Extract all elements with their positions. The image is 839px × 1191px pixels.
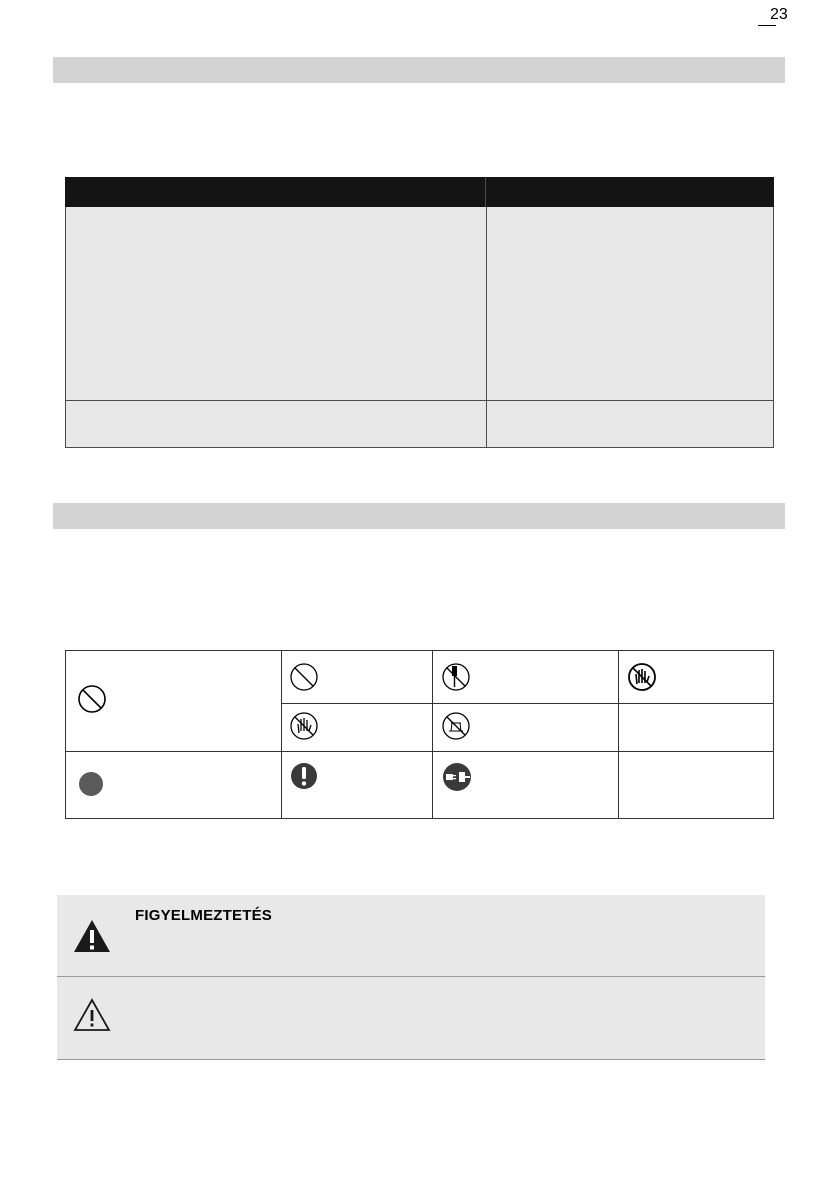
page-number-text: 23: [770, 6, 788, 23]
page-number-underline: [758, 25, 776, 26]
symbols-row-line: [281, 703, 773, 704]
mandatory-filled-circle-icon: [78, 771, 104, 797]
symbols-row-line: [66, 751, 773, 752]
no-disassembly-icon: [441, 662, 471, 692]
no-placement-icon: [441, 711, 471, 741]
caution-row: [57, 977, 765, 1059]
table-header-divider: [485, 177, 486, 207]
specification-table: [65, 177, 774, 448]
unplug-icon: [441, 761, 473, 793]
section-header-bar-2: [53, 503, 785, 529]
symbols-col-line: [618, 651, 619, 818]
page-number: [770, 6, 788, 24]
warning-triangle-filled-icon: [73, 918, 111, 954]
no-wet-hands-icon: [627, 662, 657, 692]
symbols-table: [65, 650, 774, 819]
warning-row: [57, 895, 765, 976]
table-header-row: [65, 177, 774, 207]
warning-box: [57, 895, 765, 1060]
warning-title: FIGYELMEZTETÉS: [135, 907, 272, 924]
no-icon: [289, 662, 319, 692]
symbols-col-line: [432, 651, 433, 818]
no-touch-icon: [289, 711, 319, 741]
exclamation-mandatory-icon: [289, 761, 319, 791]
warning-triangle-outline-icon: [73, 997, 111, 1033]
warning-bottom-border: [57, 1059, 765, 1060]
prohibition-icon: [77, 684, 107, 714]
table-column-divider: [486, 207, 487, 447]
table-row-divider: [66, 400, 773, 401]
table-body: [65, 207, 774, 448]
symbols-col-line: [281, 651, 282, 818]
section-header-bar-1: [53, 57, 785, 83]
